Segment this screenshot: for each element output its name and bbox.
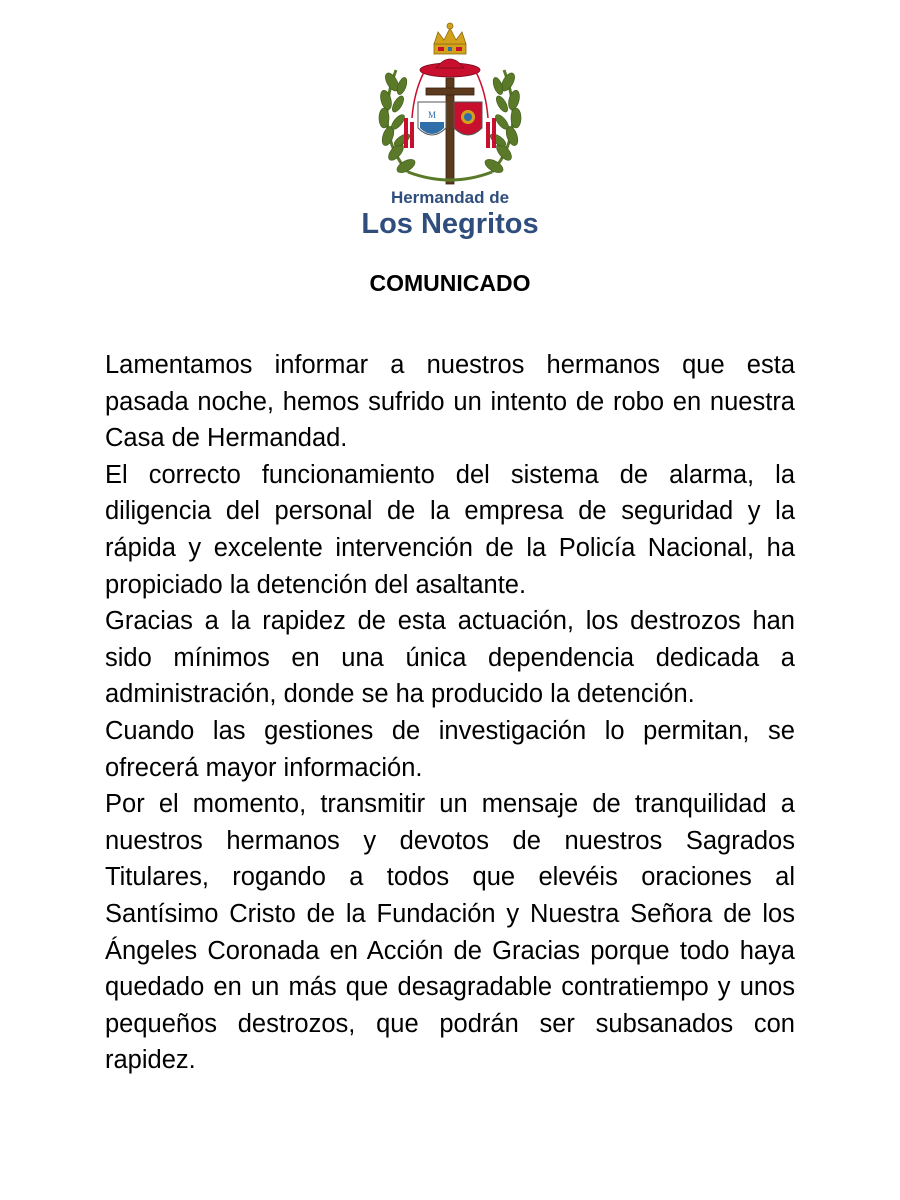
brand-name-line1: Hermandad de [390,188,510,207]
hermandad-crest-icon [368,22,532,192]
brand-name-line2: Los Negritos [361,208,539,240]
svg-text:M: M [427,110,437,120]
paragraph-4: Cuando las gestiones de investigación lo permitan, se ofrecerá mayor información. [105,716,795,782]
paragraph-1: Lamentamos informar a nuestros hermanos que esta pasada noche, hemos sufrido un intento de robo en nuestra Casa de Hermandad. [105,351,795,453]
paragraph-3: Gracias a la rapidez de esta actuación, los destrozos han sido mínimos en una única dependencia dedicada a administración, donde se ha producido la detención. [105,607,795,709]
page-title: COMUNICADO [369,270,531,296]
paragraph-5: Por el momento, transmitir un mensaje de tranquilidad a nuestros hermanos y devotos de nuestros Sagrados Titulares, rogando a todos que elevéis oraciones al Santísimo Cristo de la Fundación y Nuestra Señora de los Ángeles Coronada en Acción de Gracias porque todo haya quedado en un más que desagradable contratiempo y unos pequeños destrozos, que podrán ser subsanados con rapidez. [105,790,795,1075]
announcement-body [105,347,795,1079]
paragraph-2: El correcto funcionamiento del sistema de alarma, la diligencia del personal de la empresa de seguridad y la rápida y excelente intervención de la Policía Nacional, ha propiciado la detención del asaltante. [105,460,795,599]
